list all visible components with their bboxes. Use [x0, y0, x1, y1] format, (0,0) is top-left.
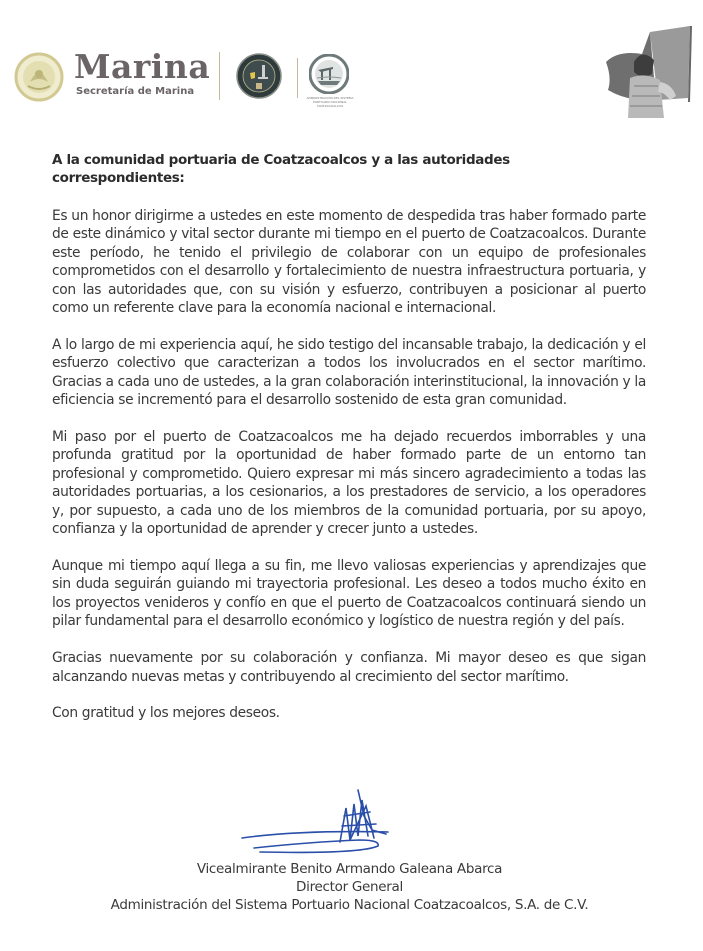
paragraph: Aunque mi tiempo aquí llega a su fin, me llevo valiosas experiencias y aprendizajes que sin duda seguirán guiando mi trayectoria profesional. Les deseo a todos mucho éxito en los proyectos venideros y confío en que el puerto de Coatzacoalcos continuará siendo un pilar fundamental para el desarrollo económico y logístico de nuestra región y del país.: [52, 558, 646, 630]
brand-subtitle: Secretaría de Marina: [76, 86, 195, 97]
heroine-with-flag-illustration: [598, 22, 694, 122]
brand-block: [74, 47, 211, 97]
port-administration-seal-icon: [309, 54, 349, 94]
letter-body: [52, 151, 646, 723]
paragraph: Es un honor dirigirme a ustedes en este momento de despedida tras haber formado parte de este dinámico y vital sector durante mi tiempo en el puerto de Coatzacoalcos. Durante este período, he tenido el privilegio de colaborar con un equipo de profesionales comprometidos con el desarrollo y fortalecimiento de nuestra infraestructura portuaria, y con las autoridades que, con su visión y esfuerzo, contribuyen a posicionar al puerto como un referente clave para la economía nacional e internacional.: [52, 208, 646, 317]
divider: [219, 52, 220, 100]
paragraph: Gracias nuevamente por su colaboración y confianza. Mi mayor deseo es que sigan alcanzando nuevas metas y contribuyendo al crecimiento del sector marítimo.: [52, 650, 646, 685]
signatory-block: [52, 860, 647, 914]
handwritten-signature-icon: [240, 786, 390, 856]
port-seal-caption: ADMINISTRACIÓN DEL SISTEMA PORTUARIO NACIONAL COATZACOALCOS: [306, 96, 354, 108]
paragraph: A lo largo de mi experiencia aquí, he sido testigo del incansable trabajo, la dedicación y el esfuerzo colectivo que caracterizan a todos los involucrados en el sector marítimo. Gracias a cada uno de ustedes, a la gran colaboración interinstitucional, la innovación y la eficiencia se incrementó para el desarrollo sostenido de esta gran comunidad.: [52, 336, 646, 409]
naval-institution-seal-icon: [236, 53, 282, 99]
salutation: A la comunidad portuaria de Coatzacoalcos y a las autoridades correspondientes:: [52, 152, 510, 186]
signatory-name: Vicealmirante Benito Armando Galeana Abarca: [196, 861, 503, 877]
signatory-position: Director General: [296, 879, 403, 895]
paragraph: Mi paso por el puerto de Coatzacoalcos me ha dejado recuerdos imborrables y una profunda gratitud por la oportunidad de haber formado parte de un entorno tan profesional y comprometido. Quiero expresar mi más sincero agradecimiento a todas las autoridades portuarias, a los cesionarios, a los prestadores de servicio, a los operadores y, por supuesto, a cada uno de los miembros de la comunidad portuaria, por su apoyo, confianza y la oportunidad de aprender y crecer junto a ustedes.: [52, 429, 646, 538]
closing: Con gratitud y los mejores deseos.: [52, 705, 280, 722]
signatory-organization: Administración del Sistema Portuario Nacional Coatzacoalcos, S.A. de C.V.: [110, 897, 589, 913]
brand-title: Marina: [74, 47, 211, 86]
letterhead: [0, 0, 703, 130]
mexican-coat-of-arms-icon: [14, 52, 64, 102]
divider: [297, 58, 298, 98]
